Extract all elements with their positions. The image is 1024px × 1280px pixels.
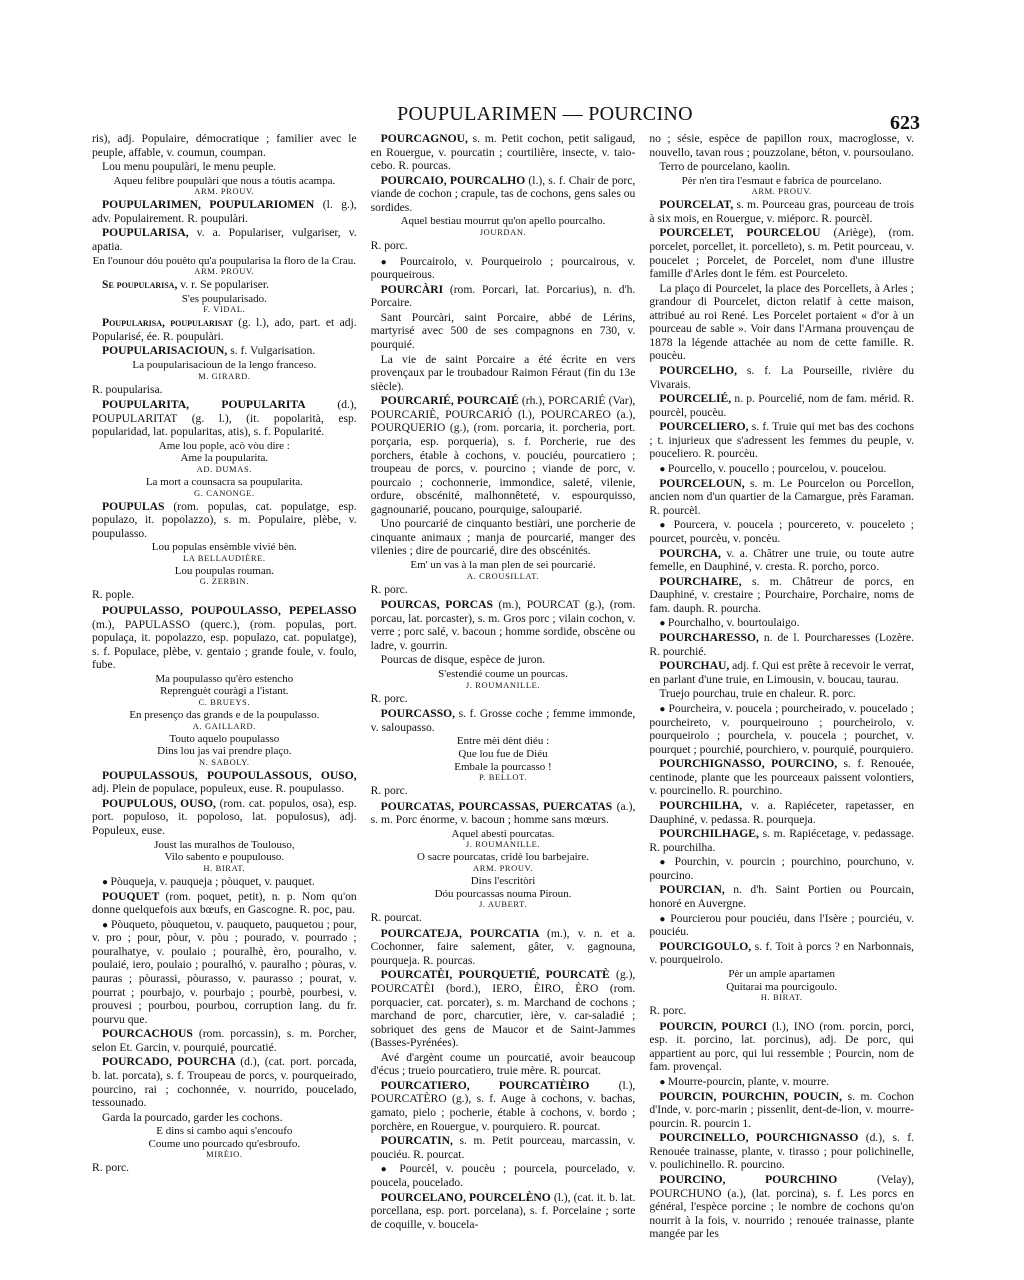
bullet-icon: ● bbox=[380, 1164, 400, 1176]
etymology-reference: R. poupularisa. bbox=[92, 382, 163, 396]
headword: POUPULASSO, POUPOULASSO, PEPELASSO bbox=[102, 603, 357, 617]
citation-author: J. ROUMANILLE. bbox=[465, 839, 541, 850]
dictionary-entry bbox=[371, 132, 636, 173]
dictionary-entry bbox=[649, 940, 914, 967]
citation-quote: Ame lou pople, acò vòu dire : Ame la poupularita. bbox=[158, 439, 290, 465]
citation-author: ARM. PROUV. bbox=[472, 863, 534, 873]
citation-author: ARM. PROUV. bbox=[194, 186, 255, 197]
dictionary-entry bbox=[649, 282, 914, 363]
dictionary-entry bbox=[371, 255, 636, 282]
bullet-icon: ● bbox=[102, 876, 111, 888]
citation-quote: En l'ounour dóu pouèto qu'a poupularisa la floro de la Crau. bbox=[92, 254, 356, 267]
citation-quote: Ma poupulasso qu'èro estencho Reprenguèt couràgi a l'istant. bbox=[155, 672, 294, 698]
citation-author: N. SABOLY. bbox=[199, 756, 250, 767]
citation-quote: Aquel abesti pourcatas. bbox=[451, 827, 555, 840]
entry-definition: (a.), s. m. Porc énorme, v. bacoun ; homme sans mœurs. bbox=[370, 799, 636, 827]
dictionary-entry bbox=[649, 160, 914, 174]
citation-author: ARM. PROUV. bbox=[194, 266, 255, 277]
dictionary-entry bbox=[92, 398, 357, 439]
citation-author: MIRÈIO. bbox=[206, 1149, 243, 1160]
dictionary-entry bbox=[371, 653, 636, 667]
dictionary-entry bbox=[649, 462, 914, 476]
citation-quote: Pèr un ample apartamen Quitarai ma pourcigoulo. bbox=[726, 967, 838, 993]
headword: POURCELANO, POURCELÈNO bbox=[380, 1190, 554, 1204]
dictionary-entry bbox=[371, 174, 636, 215]
citation-quote: Em' un vas à la man plen de sei pourcarié. bbox=[410, 559, 596, 572]
dictionary-entry bbox=[649, 198, 914, 225]
etymology-reference: R. pople. bbox=[92, 588, 135, 602]
entry-definition: Pourchalho, v. bourtoulaigo. bbox=[667, 616, 800, 630]
running-head: POUPULARIMEN — POURCINO bbox=[397, 103, 693, 125]
dictionary-entry bbox=[92, 500, 357, 541]
entry-definition: (g. l.), ado, part. et adj. Popularisé, ée. R. poupulàri. bbox=[92, 316, 357, 343]
etymology-reference: R. porc. bbox=[649, 1004, 687, 1018]
citation-author: J. ROUMANILLE. bbox=[465, 679, 541, 690]
entry-definition: Mourre-pourcin, plante, v. mourre. bbox=[667, 1074, 830, 1088]
headword: POURCATAS, POURCASSAS, PUERCATAS bbox=[380, 799, 617, 813]
bullet-icon: ● bbox=[659, 618, 668, 630]
dictionary-entry bbox=[371, 968, 636, 1049]
entry-definition: n. p. Pourcelié, nom de fam. mérid. R. pourcèl, poucèu. bbox=[649, 392, 915, 419]
entry-definition: Uno pourcarié de cinquanto bestiàri, une porcherie de cinquante animaux ; manja de pourcarié, manger des vilenies ; dire de pourcarié, dire des obscénités. bbox=[370, 517, 636, 558]
entry-definition: s. m. Châtreur de porcs, en Dauphiné, v. crestaire ; Pourchaire, Porchaire, noms de fam. dauph. R. pourcha. bbox=[649, 574, 915, 615]
dictionary-entry bbox=[92, 1055, 357, 1109]
headword: POURCATIERO, POURCATIÈIRO bbox=[380, 1078, 619, 1092]
entry-definition: (rh.), PORCARIÉ (Var), POURCARIÈ, POURCARIÓ (l.), POURCAREO (a.), POURQUERIO (g.), (rom. porcaria, it. porcheria, port. porçaria, esp. porqueria), s. f. Porcherie, rue des porchers, étable à cochons, v. pouciéu, pourcatiero ; troupeau de porcs, v. pourcino ; viande de porc, v. pourcaio ; cochonnerie, immondice, saleté, vilenie, ordure, obscénité, malhonnêteté, v. espourquisso, gagnounarié, poucano, pourquige, salouparié. bbox=[370, 394, 636, 516]
headword: POUQUET bbox=[102, 889, 166, 903]
citation-quote: Aqueu felibre poupulàri que nous a tóutis acampa. bbox=[113, 174, 336, 187]
headword: POURCHAIRE, bbox=[659, 574, 752, 588]
entry-definition: (g.), POURCATÈI (bord.), IERO, ÈIRO, ÈRO (rom. porquacier, cat. porcater), s. m. Marchand de cochons ; marchand de porc, charcutier, ière, v. car-saladié ; sobriquet des gens de Maucor et de Saint-Jammes (Basses-Pyrénées). bbox=[370, 968, 636, 1050]
citation-author: M. GIRARD. bbox=[198, 370, 251, 381]
headword: POURCIAN, bbox=[659, 883, 734, 897]
entry-definition: (l.), (cat. it. b. lat. porcellana, esp. port. porcelana), s. f. Porcelaine ; sorte de coquille, v. boucela- bbox=[370, 1190, 636, 1231]
etymology-reference: R. porc. bbox=[370, 582, 408, 596]
dictionary-entry bbox=[371, 598, 636, 652]
headword: Se poupularisa, bbox=[102, 278, 181, 292]
dictionary-entry bbox=[92, 132, 357, 159]
entry-definition: (m.), v. n. et a. Cochonner, faire salement, gâter, v. gagnouna, pourqueja. R. pourcas. bbox=[370, 926, 636, 967]
citation-quote: La mort a counsacra sa poupularita. bbox=[145, 475, 303, 488]
dictionary-entry bbox=[371, 1051, 636, 1078]
citation-quote: Joust las muralhos de Toulouso, Vilo sabento e poupulouso. bbox=[154, 838, 295, 864]
entry-definition: Lou menu poupulàri, le menu peuple. bbox=[102, 160, 277, 174]
entry-definition: Pourcairolo, v. Pourqueirolo ; pourcairous, v. pourqueirous. bbox=[370, 254, 636, 282]
headword: POURCASSO, bbox=[380, 707, 459, 721]
etymology-reference: R. porc. bbox=[370, 784, 408, 798]
dictionary-entry bbox=[649, 687, 914, 701]
dictionary-entry bbox=[649, 757, 914, 798]
dictionary-entry bbox=[92, 890, 357, 917]
entry-definition: (l.), POURCATÈRO (g.), s. f. Auge à cochons, v. bachas, gamato, pielo ; pocherie, étable à cochons, v. bordo ; porchère, en Rouergue, v. pourquiero. R. pourcat. bbox=[370, 1078, 636, 1133]
entry-definition: Garda la pourcado, garder les cochons. bbox=[102, 1110, 283, 1124]
headword: Poupularisa, poupularisat bbox=[102, 316, 239, 330]
entry-definition: (d.), POUPULARITAT (g. l.), (it. popolarità, esp. popularidad, lat. popularitas, atis), s. f. Popularité. bbox=[92, 398, 357, 439]
entry-definition: (d.), s. f. Renouée trainasse, plante, v. tirasso ; pour polichinelle, v. poulichinello. R. pourcino. bbox=[649, 1131, 915, 1172]
dictionary-entry bbox=[92, 918, 357, 1027]
headword: POURCADO, POURCHA bbox=[102, 1055, 241, 1069]
entry-definition: adj. f. Qui est prête à recevoir le verrat, en parlant d'une truie, en Limousin, v. boucau, taurau. bbox=[649, 659, 915, 686]
headword: POURCELIÉ, bbox=[659, 392, 735, 406]
entry-definition: (rom. Porcari, lat. Porcarius), n. d'h. Porcaire. bbox=[370, 282, 636, 310]
entry-definition: Pourchin, v. pourcin ; pourchino, pourchuno, v. pourcino. bbox=[649, 855, 915, 882]
dictionary-entry bbox=[92, 198, 357, 225]
citation-quote: Entre mèi dènt diéu : Que lou fue de Diéu Embale la pourcasso ! bbox=[454, 735, 552, 773]
entry-definition: Avé d'argènt coume un pourcatié, avoir beaucoup d'écus ; trueio pourcatiero, truie mère. R. pourcat. bbox=[370, 1050, 636, 1078]
dictionary-entry bbox=[649, 631, 914, 658]
headword: POURCATIN, bbox=[380, 1134, 460, 1148]
dictionary-entry bbox=[371, 311, 636, 352]
headword: POURCELHO, bbox=[659, 364, 747, 378]
dictionary-entry bbox=[649, 883, 914, 910]
citation-author: P. BELLOT. bbox=[478, 772, 528, 783]
dictionary-entry bbox=[649, 702, 914, 756]
dictionary-entry bbox=[649, 1131, 914, 1172]
headword: POURCHARESSO, bbox=[659, 631, 764, 645]
entry-definition: (Ariège), (rom. porcelet, porcellet, it. porcelleto), s. m. Petit pourceau, v. poucelet ; Porcelet, de Porcelet, nom d'une illustre famille d'Arles dont le fém. est Pourceleto. bbox=[649, 226, 915, 281]
column-left bbox=[92, 132, 357, 1250]
dictionary-entry bbox=[649, 1020, 914, 1074]
entry-definition: s. m. Petit pourceau, marcassin, v. pouciéu. R. pourcat. bbox=[370, 1134, 636, 1161]
entry-definition: (d.), (cat. port. porcada, b. lat. porcata), s. f. Troupeau de porcs, v. pourqueirado, pourcino, rai ; cochonnée, v. nourrido, poucelado, tessounado. bbox=[92, 1055, 357, 1110]
citation-author: A. GAILLARD. bbox=[192, 720, 256, 731]
entry-definition: Pourcas de disque, espèce de juron. bbox=[380, 653, 546, 667]
entry-definition: s. f. Vulgarisation. bbox=[230, 344, 316, 358]
headword: POURCELIERO, bbox=[659, 420, 752, 434]
dictionary-entry bbox=[649, 616, 914, 630]
entry-definition: (rom. populas, cat. populatge, esp. populazo, it. popolazzo), s. m. Populaire, plèbe, v. poupulasso. bbox=[92, 499, 357, 540]
citation-quote: O sacre pourcatas, cridè lou barbejaire. bbox=[417, 851, 589, 864]
dictionary-entry bbox=[92, 1027, 357, 1054]
entry-definition: Pourcello, v. poucello ; pourcelou, v. poucelou. bbox=[667, 461, 887, 475]
etymology-reference: R. porc. bbox=[370, 238, 408, 252]
dictionary-entry bbox=[371, 1079, 636, 1133]
dictionary-entry bbox=[649, 547, 914, 574]
entry-definition: s. f. Renouée, centinode, plante que les pourceaux paissent volontiers, v. pourcinello. R. pourchino. bbox=[649, 757, 915, 798]
dictionary-entry bbox=[649, 855, 914, 882]
headword: POURCARIÉ, POURCAIÉ bbox=[380, 394, 522, 408]
citation-quote: Lou poupulas rouman. bbox=[174, 564, 274, 577]
citation-quote: En presenço das grands e de la poupulasso. bbox=[129, 708, 320, 721]
headword: POURCHA, bbox=[659, 546, 727, 560]
dictionary-entry bbox=[649, 392, 914, 419]
citation-author: ARM. PROUV. bbox=[751, 186, 812, 197]
citation-author: C. BRUEYS. bbox=[198, 697, 251, 708]
dictionary-entry bbox=[649, 518, 914, 545]
headword: POURCIGOULO, bbox=[659, 939, 755, 953]
headword: POURCAGNOU, bbox=[380, 132, 473, 145]
entry-definition: (l. g.), adv. Populairement. R. poupulàri. bbox=[92, 198, 357, 225]
dictionary-entry bbox=[371, 394, 636, 516]
citation-quote: E dins si cambo aqui s'encoufo Coume uno pourcado qu'esbroufo. bbox=[148, 1125, 301, 1150]
entry-definition: s. m. Petit cochon, petit saligaud, en Rouergue, v. pourcatin ; courtilière, insecte, v. taio-cebo. R. pourcas. bbox=[370, 132, 636, 173]
entry-definition: Pòuqueja, v. pauqueja ; pòuquet, v. pauquet. bbox=[110, 874, 315, 888]
headword: POUPULARISACIOUN, bbox=[102, 344, 231, 358]
citation-author: F. VIDAL. bbox=[203, 304, 246, 315]
dictionary-entry bbox=[649, 1075, 914, 1089]
bullet-icon: ● bbox=[659, 463, 668, 475]
dictionary-entry bbox=[649, 420, 914, 461]
dictionary-entry bbox=[371, 1134, 636, 1161]
headword: POURCATÈI, POURQUETIÉ, POURCATÈ bbox=[380, 968, 617, 982]
citation-quote: S'es poupularisado. bbox=[181, 292, 267, 305]
bullet-icon: ● bbox=[659, 857, 675, 869]
headword: POURCAIO, POURCALHO bbox=[380, 173, 529, 187]
dictionary-entry bbox=[371, 1191, 636, 1232]
dictionary-entry bbox=[92, 344, 357, 358]
entry-definition: no ; sésie, espèce de papillon roux, macroglosse, v. nouvello, tavan rous ; pouzzolane, béton, v. poursoulano. bbox=[649, 132, 915, 159]
headword: POUPULOUS, OUSO, bbox=[102, 796, 220, 810]
headword: POURCHILHAGE, bbox=[659, 827, 763, 841]
citation-quote: Aquel bestiau mourrut qu'on apello pourcalho. bbox=[400, 215, 606, 228]
etymology-reference: R. pourcat. bbox=[370, 911, 422, 925]
headword: POURCHILHA, bbox=[659, 798, 751, 812]
entry-definition: v. r. Se populariser. bbox=[180, 278, 270, 292]
dictionary-entry bbox=[371, 1162, 636, 1189]
headword: POUPULARITA, POUPULARITA bbox=[102, 398, 338, 412]
citation-author: J. AUBERT. bbox=[478, 899, 528, 910]
entry-definition: s. m. Le Pourcelon ou Porcellon, ancien nom d'un quartier de la Camargue, près Faraman. R. pourcèl. bbox=[649, 476, 915, 517]
dictionary-entry bbox=[92, 1111, 357, 1125]
dictionary-entry bbox=[371, 927, 636, 968]
entry-definition: (l.), s. f. Chair de porc, viande de cochon ; crapule, tas de cochons, gens sales ou sordides. bbox=[370, 173, 636, 214]
dictionary-entry bbox=[649, 575, 914, 616]
entry-definition: La plaço di Pourcelet, la place des Porcellets, à Arles ; grandour di Pourcelet, dicton relatif à cette maison, attribué au roi René. Les Porcelet portaient « d'or à un pourceau de sable ». Voir dans l'Armana prouvençau de 1878 la légende attachée au nom de cette famille. R. poucèu. bbox=[649, 281, 915, 363]
headword: POURCELAT, bbox=[659, 198, 737, 212]
entry-definition: s. m. Pourceau gras, pourceau de trois à six mois, en Rouergue, v. miéporc. R. pourcèl. bbox=[649, 198, 915, 225]
dictionary-entry bbox=[649, 132, 914, 159]
citation-author: A. CROUSILLAT. bbox=[466, 570, 540, 581]
entry-definition: v. a. Châtrer une truie, ou toute autre femelle, en Dauphiné, v. cresta. R. porcho, porco. bbox=[649, 546, 915, 574]
dictionary-entry bbox=[649, 912, 914, 939]
dictionary-entry bbox=[649, 659, 914, 686]
entry-definition: s. m. Rapiécetage, v. pedassage. R. pourchilha. bbox=[649, 827, 915, 854]
citation-author: G. ZERBIN. bbox=[199, 576, 249, 587]
citation-author: LA BELLAUDIÈRE. bbox=[183, 552, 266, 563]
entry-definition: Pourcierou pour pouciéu, dans l'Isère ; pourciéu, v. pouciéu. bbox=[649, 911, 915, 939]
headword: POURCIN, POURCHIN, POUCIN, bbox=[659, 1089, 848, 1103]
dictionary-entry bbox=[371, 707, 636, 734]
headword: POUPULARISA, bbox=[102, 226, 197, 240]
entry-definition: (Velay), POURCHUNO (a.), (lat. porcina), s. f. Les porcs en général, l'espèce porcine ; le nombre de cochons qu'on nourrit à la fois, v. nourrido ; renouée trainasse, plante mangée par les bbox=[649, 1173, 915, 1241]
etymology-reference: R. porc. bbox=[92, 1161, 130, 1175]
dictionary-entry bbox=[92, 875, 357, 889]
bullet-icon: ● bbox=[380, 256, 400, 268]
text-columns bbox=[92, 132, 914, 1250]
headword: POURCHIGNASSO, POURCINO, bbox=[659, 757, 844, 771]
dictionary-entry bbox=[649, 1173, 914, 1241]
entry-definition: n. de l. Pourcharesses (Lozère. R. pourchié. bbox=[649, 631, 915, 658]
entry-definition: Sant Pourcàri, saint Porcaire, abbé de Lérins, martyrisé avec 500 de ses compagnons en 730, v. pourquié. bbox=[370, 310, 636, 352]
dictionary-entry bbox=[92, 604, 357, 672]
headword: POURCATEJA, POURCATIA bbox=[380, 926, 548, 940]
entry-definition: Truejo pourchau, truie en chaleur. R. porc. bbox=[659, 687, 856, 701]
citation-author: H. BIRAT. bbox=[203, 862, 246, 873]
dictionary-entry bbox=[649, 477, 914, 518]
bullet-icon: ● bbox=[659, 913, 671, 925]
entry-definition: (l.), INO (rom. porcin, porci, esp. it. porcino, lat. porcinus), adj. De porc, qui appartient au porc, qui lui ressemble ; Pourcin, nom de fam. provençal. bbox=[649, 1019, 915, 1074]
entry-definition: s. f. Truie qui met bas des cochons ; t. injurieux que s'adressent les femmes du peuple, v. pouceliero. R. pourcèu. bbox=[649, 420, 915, 461]
headword: POURCIN, POURCI bbox=[659, 1019, 773, 1033]
citation-quote: Touto aquelo poupulasso Dins lou jas vai prendre plaço. bbox=[157, 732, 292, 758]
entry-definition: v. a. Populariser, vulgariser, v. apatia. bbox=[92, 226, 357, 253]
entry-definition: s. m. Cochon d'Inde, v. porc-marin ; pissenlit, dent-de-lion, v. mourre-pourcin. R. pourcin 1. bbox=[649, 1089, 915, 1130]
entry-definition: ris), adj. Populaire, démocratique ; familier avec le peuple, affable, v. coumun, coumpan. bbox=[92, 132, 357, 159]
headword: POURCELET, POURCELOU bbox=[659, 226, 834, 240]
bullet-icon: ● bbox=[659, 520, 674, 532]
dictionary-entry bbox=[371, 353, 636, 394]
entry-definition: (rom. cat. populos, osa), esp. port. populoso, it. popoloso, lat. populosus), adj. Populeux, euse. bbox=[92, 796, 357, 838]
dictionary-entry bbox=[92, 278, 357, 292]
etymology-reference: R. porc. bbox=[370, 691, 408, 705]
entry-definition: Pourcheira, v. poucela ; pourcheirado, v. poucelado ; pourcheireto, v. pourqueirouno ; pourcheirolo, v. pourqueirolo ; pourchela, v. poucela ; pourchet, v. pourquet ; pourchié, pourchiero, v. pourquié, pourquiero. bbox=[649, 701, 915, 756]
entry-definition: s. f. La Pourseille, rivière du Vivarais. bbox=[649, 364, 914, 391]
citation-quote: S'estendié coume un pourcas. bbox=[438, 667, 568, 680]
dictionary-entry bbox=[92, 226, 357, 253]
entry-definition: adj. Plein de populace, populeux, euse. R. poupulasso. bbox=[92, 782, 345, 796]
headword: POUPULAS bbox=[102, 499, 174, 513]
citation-author: AD. DUMAS. bbox=[196, 464, 253, 475]
dictionary-entry bbox=[371, 517, 636, 558]
dictionary-entry bbox=[649, 799, 914, 826]
entry-definition: n. d'h. Saint Portien ou Pourcain, honoré en Auvergne. bbox=[649, 883, 915, 911]
dictionary-entry bbox=[92, 797, 357, 838]
citation-quote: La poupularisacioun de la lengo franceso. bbox=[132, 358, 317, 371]
dictionary-entry bbox=[92, 769, 357, 796]
entry-definition: Pourcèl, v. poucèu ; pourcela, pourcelado, v. poucela, poucelado. bbox=[370, 1162, 636, 1189]
headword: POURCELOUN, bbox=[659, 476, 750, 490]
entry-definition: s. f. Grosse coche ; femme immonde, v. saloupasso. bbox=[370, 707, 636, 734]
dictionary-entry bbox=[371, 283, 636, 310]
entry-definition: Pòuqueto, pòuquetou, v. pauqueto, pauquetou ; pour, v. pro ; pour, pòur, v. pòu ; pourado, v. pourrado ; pouralhatye, v. poulaio ; pouralhè, èro, pouralho, v. poulaié, iero, poulaio ; pouralhó, v. pauralho ; pòuras, v. pauras ; pòurassi, pòurasso, v. paurasso ; pourat, v. pourrat ; pourbajo, v. pourbajo ; pourbè, pourbesi, v. prouvesi ; pourbou, pourbou, corruption lang. du fr. pourvu que. bbox=[92, 917, 357, 1026]
dictionary-entry bbox=[371, 800, 636, 827]
entry-definition: v. a. Rapiéceter, rapetasser, en Dauphiné, v. pedassa. R. pourqueja. bbox=[649, 798, 915, 826]
headword: POURCINELLO, POURCHIGNASSO bbox=[659, 1131, 866, 1145]
citation-quote: Lou populas ensèmble vivié bèn. bbox=[151, 541, 297, 554]
entry-definition: Terro de pourcelano, kaolin. bbox=[659, 160, 791, 174]
headword: POURCÀRI bbox=[380, 282, 450, 296]
entry-definition: La vie de saint Porcaire a été écrite en vers provençaux par le troubadour Raimon Féraut (fin du 13e siècle). bbox=[370, 352, 636, 393]
bullet-icon: ● bbox=[102, 919, 111, 931]
entry-definition: Pourcera, v. poucela ; pourcereto, v. pouceleto ; pourcet, pourcèu, v. poncèu. bbox=[649, 518, 914, 546]
column-right bbox=[649, 132, 914, 1250]
entry-definition: (rom. poquet, petit), n. p. Nom qu'on donne quelquefois aux bœufs, en Gascogne. R. poc, pau. bbox=[92, 889, 357, 917]
citation-quote: Dins l'escritòri Dóu pourcassas nouma Piroun. bbox=[434, 874, 572, 900]
entry-definition: (m.), POURCAT (g.), (rom. porcau, lat. porcaster), s. m. Gros porc ; vilain cochon, v. verre ; porc salé, v. bacoun ; homme sordide, obscène ou ladre, v. gourrin. bbox=[370, 598, 636, 652]
citation-author: JOURDAN. bbox=[479, 227, 527, 238]
headword: POURCHAU, bbox=[659, 659, 733, 673]
entry-definition: (m.), PAPULASSO (querc.), (rom. populas, port. populaça, it. popolazzo, esp. populazo, cat. populatge), s. f. Populace, plèbe, v. gentaio ; grande foule, v. foulo, fube. bbox=[92, 617, 357, 672]
headword: POURCAS, PORCAS bbox=[380, 598, 499, 612]
bullet-icon: ● bbox=[659, 1076, 668, 1088]
dictionary-entry bbox=[92, 160, 357, 174]
headword: POUPULARIMEN, POUPULARIOMEN bbox=[102, 198, 323, 212]
headword: POUPULASSOUS, POUPOULASSOUS, OUSO, bbox=[102, 768, 357, 782]
citation-quote: Pèr n'en tira l'esmaut e fabrica de pourcelano. bbox=[681, 174, 882, 187]
dictionary-entry bbox=[649, 827, 914, 854]
bullet-icon: ● bbox=[659, 703, 669, 715]
column-middle bbox=[371, 132, 636, 1250]
headword: POURCACHOUS bbox=[102, 1027, 199, 1041]
entry-definition: (rom. porcassin), s. m. Porcher, selon Et. Garcin, v. pourquié, pourcatié. bbox=[92, 1027, 357, 1054]
citation-author: G. CANONGE. bbox=[194, 487, 255, 498]
page-number: 623 bbox=[890, 112, 920, 134]
dictionary-entry bbox=[649, 364, 914, 391]
dictionary-entry bbox=[92, 316, 357, 343]
citation-author: H. BIRAT. bbox=[760, 992, 803, 1003]
entry-definition: s. f. Toit à porcs ? en Narbonnais, v. pourqueirolo. bbox=[649, 939, 915, 967]
dictionary-entry bbox=[649, 1090, 914, 1131]
headword: POURCINO, POURCHINO bbox=[659, 1173, 877, 1187]
dictionary-entry bbox=[649, 226, 914, 280]
